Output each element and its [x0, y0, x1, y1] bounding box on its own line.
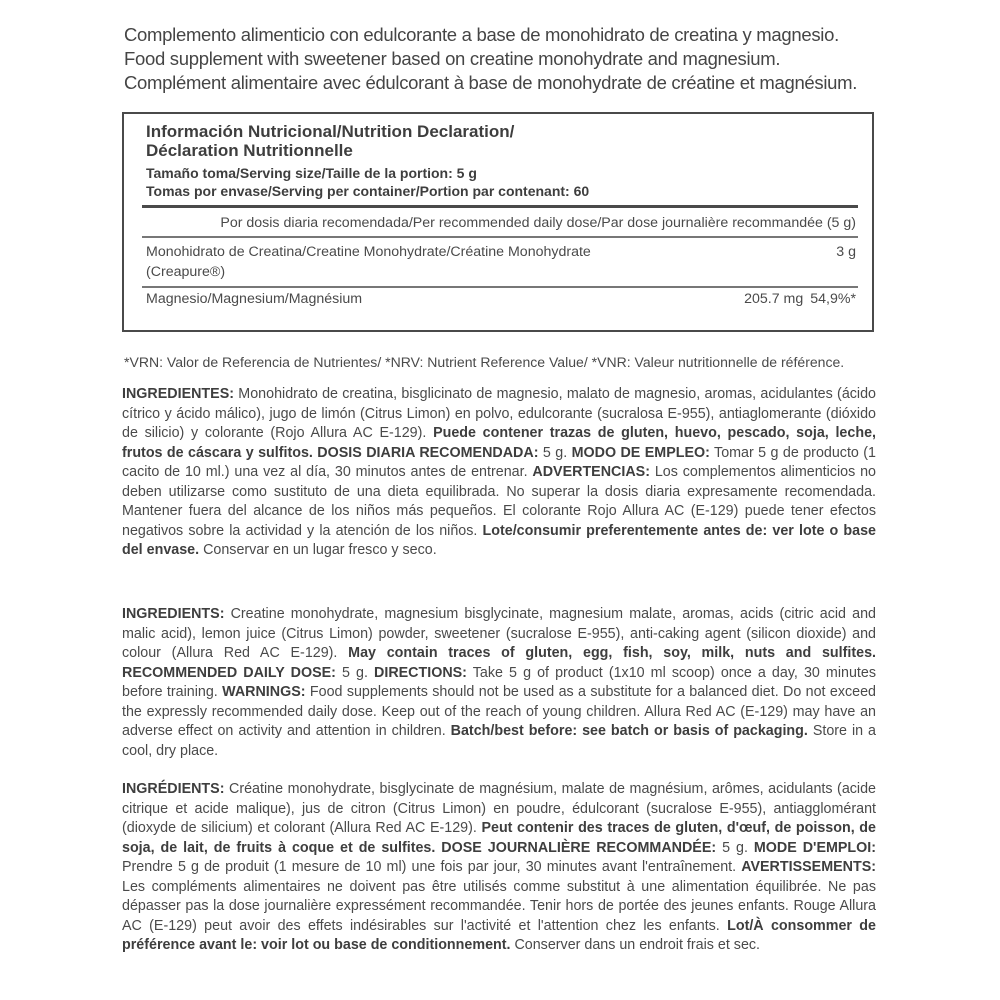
text: Tomar 5 g de producto (1 cacito de 10 ml.) una vez al día, 30 minutos antes de entrenar. — [122, 444, 876, 480]
vrn-footnote: *VRN: Valor de Referencia de Nutrientes/ *NRV: Nutrient Reference Value/ *VNR: Valeur nutritionnelle de référence. — [124, 355, 845, 371]
text: Take 5 g of product (1x10 ml scoop) once a day, 30 minutes before training. — [122, 664, 876, 700]
lot-text: Lot/À consommer de préférence avant le: voir lot ou base de conditionnement. — [122, 917, 876, 953]
text: Conservar en un lugar fresco y seco. — [199, 542, 437, 558]
text: Conserver dans un endroit frais et sec. — [510, 937, 761, 953]
label: RECOMMENDED DAILY DOSE: — [122, 664, 336, 681]
description-en: Food supplement with sweetener based on creatine monohydrate and magnesium. — [124, 48, 781, 69]
nutrient-name-creatine — [146, 242, 666, 282]
text: Prendre 5 g de produit (1 mesure de 10 ml) une fois par jour, 30 minutes avant l'entraînement. — [122, 859, 742, 875]
product-description — [124, 23, 884, 95]
label: INGREDIENTS: — [122, 606, 225, 622]
text: 5 g. — [716, 839, 754, 856]
divider — [142, 236, 858, 238]
nutrition-title-line2: Déclaration Nutritionnelle — [146, 141, 353, 160]
text: Les compléments alimentaires ne doivent pas être utilisés comme substitut à une alimentation équilibrée. Ne pas dépasser pas la dose journalière expressément recommandée. Tenir hors de portée des jeunes enfants. Rouge Allura AC (E-129) peut avoir des effets indésirables sur l'activité et l'attention chez les enfants. — [122, 878, 876, 934]
label: DIRECTIONS: — [374, 664, 467, 681]
text: Creatine monohydrate, magnesium bisglycinate, magnesium malate, aromas, acids (citric acid and malic acid), lemon juice (Citrus Limon) powder, sweetener (sucralose E-955), anti-caking agent (silicon dioxide) and colour (Allura Red AC E-129). — [122, 606, 876, 661]
text: Monohidrato de creatina, bisglicinato de magnesio, malato de magnesio, aromas, acidulantes (ácido cítrico y ácido málico), jugo de limón (Citrus Limon) en polvo, edulcorante (sucralosa E-955), antiaglomerante (dióxido de silicio) y colorante (Rojo Allura AC E-129). — [122, 386, 876, 441]
allergen-text: Puede contener trazas de gluten, huevo, pescado, soja, leche, frutos de cáscara y sulfitos. — [122, 425, 876, 461]
nutrition-facts-panel — [122, 112, 874, 332]
allergen-text: Peut contenir des traces de gluten, d'œuf, de poisson, de soja, de lait, de fruits à coque et de sulfites. — [122, 820, 876, 856]
text: Los complementos alimenticios no deben utilizarse como sustituto de una dieta equilibrada. No superar la dosis diaria expresamente recomendada. Mantener fuera del alcance de los niños más pequeños. El colorante Rojo Allura AC (E-129) puede tener efectos negativos sobre la actividad y la atención de los niños. — [122, 464, 876, 539]
label: MODO DE EMPLEO: — [571, 444, 710, 461]
lot-text: Lote/consumir preferentemente antes de: ver lote o base del envase. — [122, 522, 876, 558]
nutrient-name-line1: Monohidrato de Creatina/Creatine Monohydrate/Créatine Monohydrate — [146, 244, 591, 260]
english-instructions — [122, 605, 876, 761]
label: DOSIS DIARIA RECOMENDADA: — [312, 444, 539, 461]
french-instructions — [122, 780, 876, 956]
lot-text: Batch/best before: see batch or basis of packaging. — [450, 723, 808, 739]
label: MODE D'EMPLOI: — [753, 839, 877, 856]
label: INGREDIENTES: — [122, 386, 235, 402]
thick-divider — [142, 205, 858, 208]
text: Créatine monohydrate, bisglycinate de magnésium, malate de magnésium, arômes, acidulants (acide citrique et acide malique), jus de citron (Citrus Limon) en poudre, édulcorant (sucralose E-955), antiagglomérant (dioxyde de silicium) et colorant (Allura Red AC E-129). — [122, 781, 876, 836]
label: INGRÉDIENTS: — [122, 781, 225, 797]
divider — [142, 286, 858, 288]
nutrient-name-line2: (Creapure®) — [146, 264, 226, 280]
nutrient-name-magnesium: Magnesio/Magnesium/Magnésium — [146, 291, 363, 307]
magnesium-amount: 205.7 mg — [744, 291, 804, 307]
magnesium-vrn: 54,9%* — [810, 291, 856, 307]
servings-per-container: Tomas por envase/Serving per container/Portion par contenant: 60 — [146, 183, 590, 199]
spanish-instructions — [122, 385, 876, 561]
label: AVERTISSEMENTS: — [741, 859, 876, 875]
description-fr: Complément alimentaire avec édulcorant à base de monohydrate de créatine et magnésium. — [124, 72, 858, 93]
label: ADVERTENCIAS: — [532, 464, 650, 480]
text: 5 g. — [335, 664, 375, 681]
nutrient-amount-creatine: 3 g — [836, 244, 856, 260]
nutrition-title — [146, 122, 846, 160]
text: Store in a cool, dry place. — [122, 723, 876, 759]
dose-column-header: Por dosis diaria recomendada/Per recommended daily dose/Par dose journalière recommandée (5 g) — [220, 215, 856, 231]
serving-size: Tamaño toma/Serving size/Taille de la portion: 5 g — [146, 165, 477, 181]
nutrition-title-line1: Información Nutricional/Nutrition Declaration/ — [146, 122, 515, 141]
allergen-text: May contain traces of gluten, egg, fish, soy, milk, nuts and sulfites. — [348, 645, 876, 661]
nutrient-amount-magnesium — [737, 289, 856, 309]
text: Food supplements should not be used as a substitute for a balanced diet. Do not exceed the expressly recommended daily dose. Keep out of the reach of young children. Allura Red AC (E-129) may have an adverse effect on activity and attention in children. — [122, 684, 876, 739]
label: DOSE JOURNALIÈRE RECOMMANDÉE: — [435, 839, 717, 856]
text: 5 g. — [538, 444, 572, 461]
description-es: Complemento alimenticio con edulcorante a base de monohidrato de creatina y magnesio. — [124, 24, 839, 45]
serving-info — [146, 164, 846, 200]
label: WARNINGS: — [222, 684, 306, 700]
